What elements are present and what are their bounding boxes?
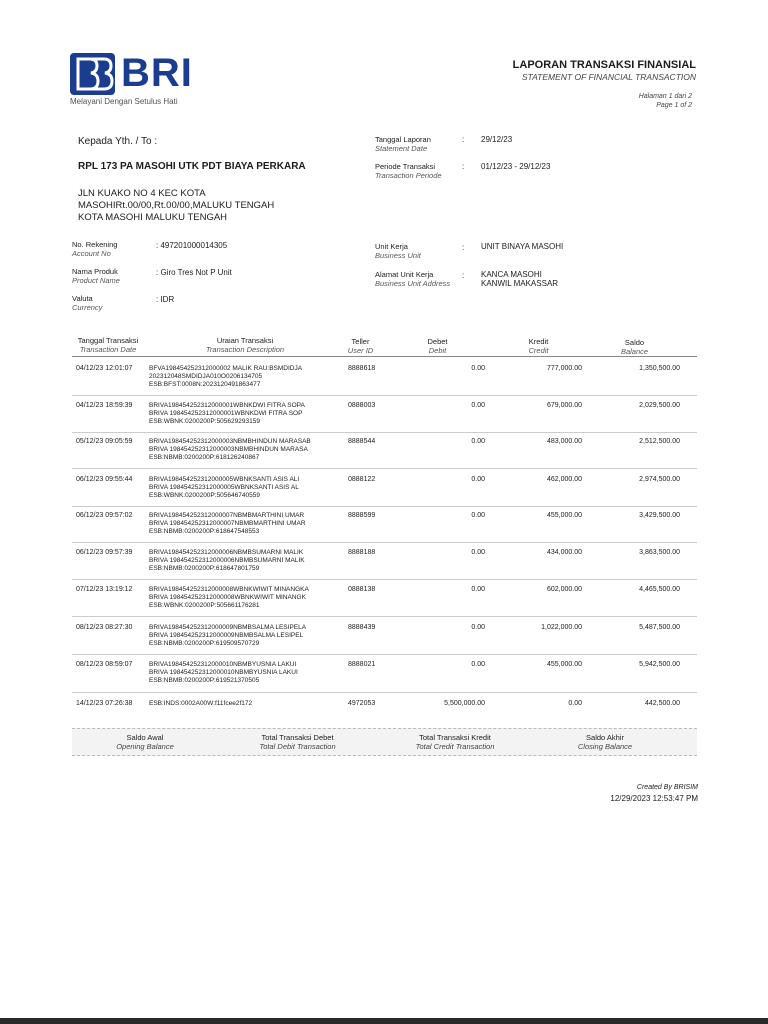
teller-id: 8888188: [348, 549, 376, 556]
transaction-description: BFVA198454252312000002 MALIK RAU:BSMDIDJA 202312048SMDIDJA010O0206134705 ESB:BFST:0008N:2023120491863477: [149, 365, 303, 389]
account-number-label: No. Rekening Account No: [72, 240, 118, 258]
colon: :: [462, 135, 465, 144]
teller-id: 8888599: [348, 512, 376, 519]
balance-amount: 2,512,500.00: [639, 438, 680, 445]
row-divider: [72, 432, 697, 433]
account-number-value: : 497201000014305: [156, 241, 228, 250]
transaction-description: BRIVA198454252312000009NBMBSALMA LESIPELA BRIVA 198454252312000009NBMBSALMA LESIPEL ESB:NBMB:0200200P:619509570729: [149, 624, 307, 648]
balance-amount: 5,487,500.00: [639, 624, 680, 631]
table-header-divider: [72, 356, 697, 357]
statement-date-label: Tanggal Laporan Statement Date: [375, 135, 431, 153]
column-header-teller: Teller User ID: [347, 337, 374, 355]
row-divider: [72, 542, 697, 543]
balance-amount: 3,863,500.00: [639, 549, 680, 556]
business-unit-address-label: Alamat Unit Kerja Business Unit Address: [375, 270, 451, 288]
created-at: 12/29/2023 12:53:47 PM: [610, 794, 698, 803]
summary-total-credit: Total Transaksi Kredit Total Credit Transaction: [415, 733, 495, 751]
teller-id: 8888021: [348, 661, 376, 668]
balance-amount: 1,350,500.00: [639, 365, 680, 372]
credit-amount: 483,000.00: [546, 438, 582, 445]
transaction-description: BRIVA198454252312000003NBMBHINDUN MARASAB BRIVA 198454252312000003NBMBHINDUN MARASA ESB:NBMB:0200200P:618126240867: [149, 438, 311, 462]
transaction-description: BRIVA198454252312000006NBMBSUMARNI MALIK BRIVA 198454252312000006NBMBSUMARNI MALIK ESB:NBMB:0200200P:618647801759: [149, 549, 305, 573]
teller-id: 0888122: [348, 476, 376, 483]
summary-closing-balance: Saldo Akhir Closing Balance: [577, 733, 633, 751]
business-unit-address-line: KANCA MASOHI: [481, 270, 542, 279]
transaction-description: BRIVA198454252312000007NBMBMARTHINI UMAR BRIVA 198454252312000007NBMBMARTHINI UMAR ESB:NBMB:0200200P:618647548553: [149, 512, 306, 536]
recipient-address-line: MASOHIRt.00/00,Rt.00/00,MALUKU TENGAH: [78, 200, 275, 211]
column-header-date: Tanggal Transaksi Transaction Date: [77, 336, 139, 354]
row-divider: [72, 506, 697, 507]
business-unit-label: Unit Kerja Business Unit: [375, 242, 421, 260]
debit-amount: 0.00: [471, 476, 485, 483]
balance-amount: 2,029,500.00: [639, 402, 680, 409]
period-value: 01/12/23 - 29/12/23: [481, 162, 551, 171]
row-divider: [72, 692, 697, 693]
transaction-description: BRIVA198454252312000008WBNKWIWIT MINANGKA BRIVA 198454252312000008WBNKWIWIT MINANGK ESB:WBNK:0200200P:505661176281: [149, 586, 309, 610]
row-divider: [72, 468, 697, 469]
period-label: Periode Transaksi Transaction Periode: [375, 162, 442, 180]
credit-amount: 777,000.00: [546, 365, 582, 372]
page-indicator-id: Halaman 1 dari 2: [638, 93, 692, 100]
transaction-date: 14/12/23 07:26:38: [76, 700, 133, 707]
transaction-description: ESB:INDS:0002A00W:f11fcee2f172: [149, 700, 253, 707]
recipient-address-line: KOTA MASOHI MALUKU TENGAH: [78, 212, 228, 223]
balance-amount: 442,500.00: [644, 700, 680, 707]
credit-amount: 602,000.00: [546, 586, 582, 593]
business-unit-address-line: KANWIL MAKASSAR: [481, 279, 559, 288]
transaction-description: BRIVA198454252312000005WBNKSANTI ASIS ALI BRIVA 198454252312000005WBNKSANTI ASIS AL ESB:WBNK:0200200P:505646740559: [149, 476, 300, 500]
teller-id: 8888544: [348, 438, 376, 445]
credit-amount: 0.00: [568, 700, 582, 707]
bri-logo-mark: [70, 53, 115, 95]
product-name-label: Nama Produk Product Name: [72, 267, 120, 285]
debit-amount: 0.00: [471, 512, 485, 519]
transaction-date: 06/12/23 09:55:44: [76, 476, 133, 483]
debit-amount: 0.00: [471, 365, 485, 372]
row-divider: [72, 654, 697, 655]
column-header-debit: Debet Debit: [427, 337, 448, 355]
debit-amount: 0.00: [471, 661, 485, 668]
credit-amount: 1,022,000.00: [541, 624, 582, 631]
debit-amount: 5,500,000.00: [444, 700, 485, 707]
credit-amount: 455,000.00: [546, 661, 582, 668]
transaction-description: BRIVA198454252312000010NBMBYUSNIA LAKUI BRIVA 198454252312000010NBMBYUSNIA LAKUI ESB:NBMB:0200200P:619521370505: [149, 661, 298, 685]
created-by: Created By BRISIM: [636, 784, 698, 791]
recipient-address-line: JLN KUAKO NO 4 KEC KOTA: [78, 188, 206, 199]
balance-amount: 3,429,500.00: [639, 512, 680, 519]
teller-id: 0888003: [348, 402, 376, 409]
transaction-date: 08/12/23 08:27:30: [76, 624, 133, 631]
summary-total-debit: Total Transaksi Debet Total Debit Transaction: [259, 733, 336, 751]
statement-date-value: 29/12/23: [481, 135, 513, 144]
transaction-date: 04/12/23 18:59:39: [76, 402, 133, 409]
summary-opening-balance: Saldo Awal Opening Balance: [116, 733, 174, 751]
column-header-balance: Saldo Balance: [620, 338, 649, 356]
logo-tagline: Melayani Dengan Setulus Hati: [70, 97, 178, 106]
debit-amount: 0.00: [471, 624, 485, 631]
row-divider: [72, 579, 697, 580]
transaction-date: 06/12/23 09:57:02: [76, 512, 133, 519]
row-divider: [72, 616, 697, 617]
product-name-value: : Giro Tres Not P Unit: [156, 268, 232, 277]
currency-value: : IDR: [156, 295, 175, 304]
page-indicator-en: Page 1 of 2: [656, 102, 692, 109]
row-divider: [72, 395, 697, 396]
debit-amount: 0.00: [471, 438, 485, 445]
transaction-date: 04/12/23 12:01:07: [76, 365, 133, 372]
scan-edge: [0, 1018, 768, 1024]
balance-amount: 4,465,500.00: [639, 586, 680, 593]
transaction-description: BRIVA198454252312000001WBNKDWI FITRA SOPA BRIVA 198454252312000001WBNKDWI FITRA SOP ESB:WBNK:0200200P:505629293159: [149, 402, 305, 426]
report-subtitle: STATEMENT OF FINANCIAL TRANSACTION: [521, 72, 696, 82]
column-header-credit: Kredit Credit: [528, 337, 549, 355]
credit-amount: 462,000.00: [546, 476, 582, 483]
column-header-description: Uraian Transaksi Transaction Description: [205, 336, 285, 354]
transaction-date: 06/12/23 09:57:39: [76, 549, 133, 556]
colon: :: [462, 162, 465, 171]
debit-amount: 0.00: [471, 402, 485, 409]
transaction-date: 07/12/23 13:19:12: [76, 586, 133, 593]
teller-id: 8888618: [348, 365, 376, 372]
credit-amount: 455,000.00: [546, 512, 582, 519]
balance-amount: 2,974,500.00: [639, 476, 680, 483]
debit-amount: 0.00: [471, 549, 485, 556]
report-title: LAPORAN TRANSAKSI FINANSIAL: [512, 59, 696, 71]
colon: :: [462, 243, 465, 252]
transaction-date: 05/12/23 09:05:59: [76, 438, 133, 445]
currency-label: Valuta Currency: [72, 294, 103, 312]
teller-id: 8888439: [348, 624, 376, 631]
business-unit-value: UNIT BINAYA MASOHI: [481, 242, 564, 251]
teller-id: 0888138: [348, 586, 376, 593]
recipient-label: Kepada Yth. / To :: [78, 136, 158, 147]
transaction-date: 08/12/23 08:59:07: [76, 661, 133, 668]
bri-logo-text: BRI: [121, 51, 193, 95]
recipient-name: RPL 173 PA MASOHI UTK PDT BIAYA PERKARA: [78, 161, 306, 172]
credit-amount: 434,000.00: [546, 549, 582, 556]
balance-amount: 5,942,500.00: [639, 661, 680, 668]
colon: :: [462, 271, 465, 280]
credit-amount: 679,000.00: [546, 402, 582, 409]
debit-amount: 0.00: [471, 586, 485, 593]
teller-id: 4972053: [348, 700, 376, 707]
